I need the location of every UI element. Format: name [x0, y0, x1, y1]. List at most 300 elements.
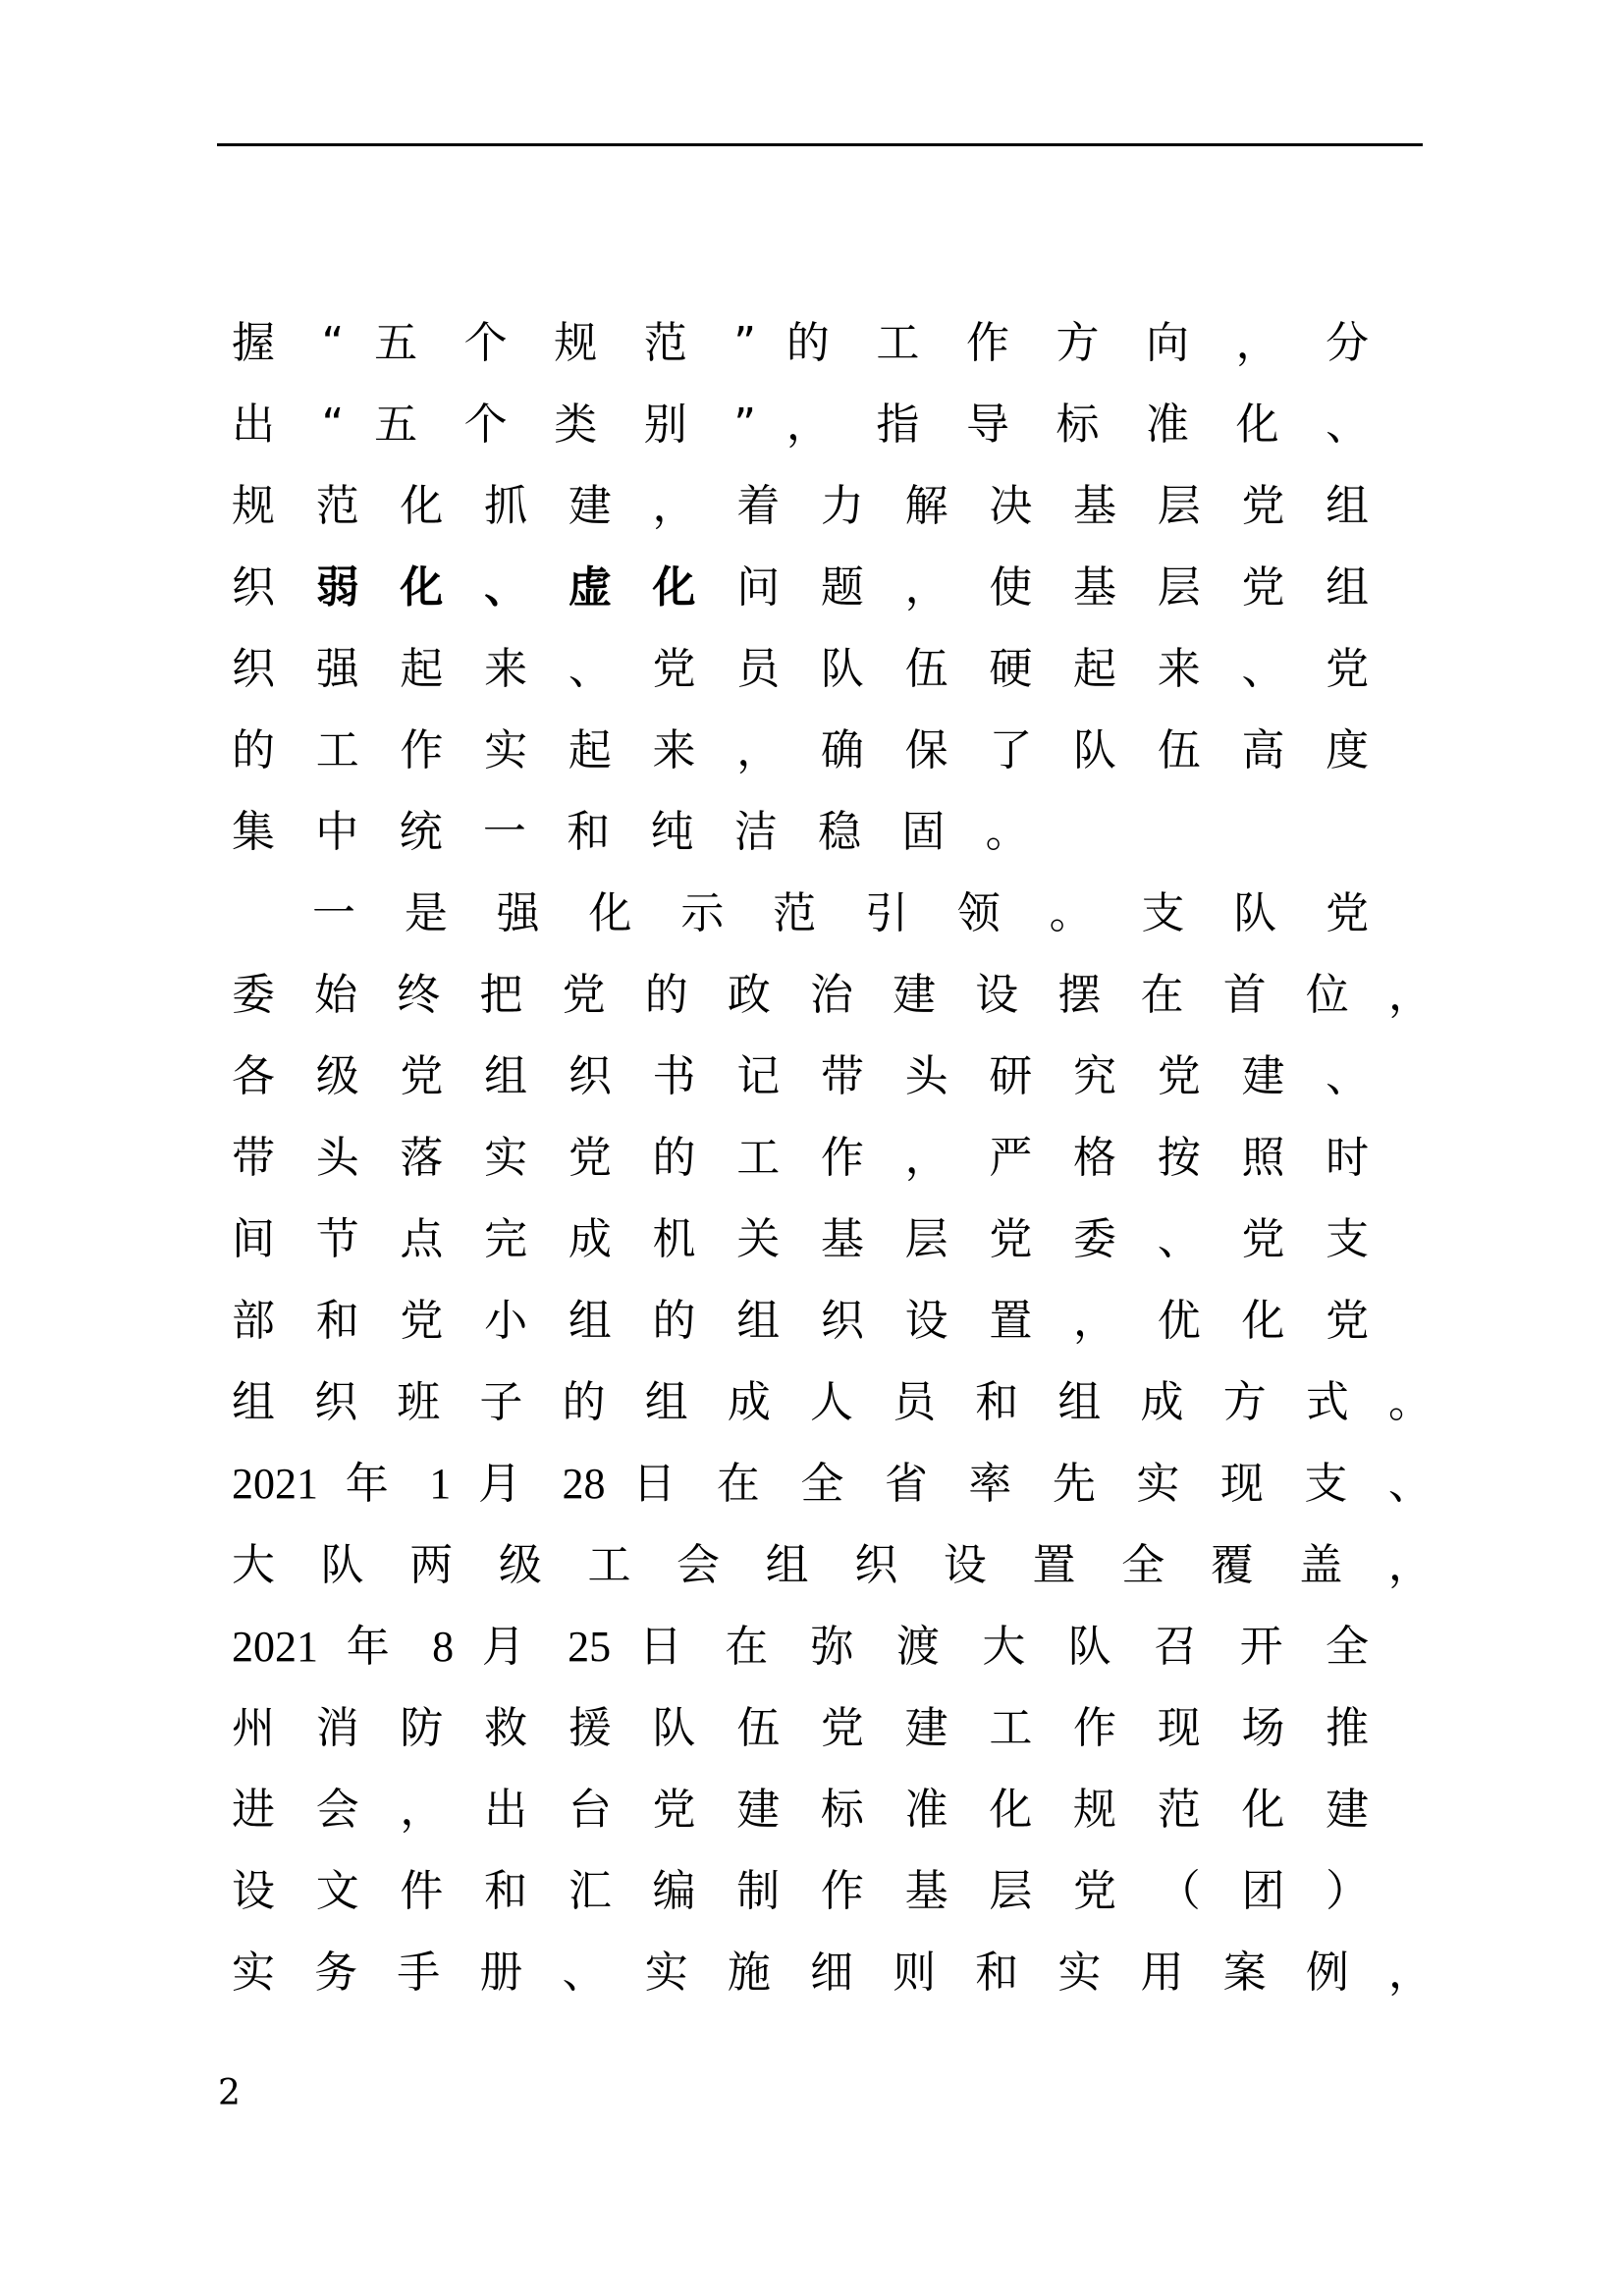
text-glyph: 全: [1121, 1540, 1181, 1590]
text-glyph: 向: [1146, 318, 1206, 368]
text-glyph: 弱: [315, 562, 373, 613]
text-glyph: 2021: [232, 1623, 318, 1671]
text-glyph: 党: [1073, 1866, 1130, 1916]
text-glyph: 中: [315, 807, 372, 857]
text-glyph: 月: [481, 1622, 540, 1672]
text-glyph: 党: [1326, 644, 1370, 694]
text-glyph: ，: [400, 1785, 458, 1835]
text-glyph: 治: [809, 970, 867, 1020]
text-glyph: 个: [463, 318, 524, 368]
text-line: [232, 398, 1369, 453]
text-glyph: 制: [736, 1866, 794, 1916]
text-glyph: 层: [904, 1214, 962, 1264]
text-glyph: 员: [893, 1377, 949, 1427]
text-glyph: 在: [725, 1622, 783, 1672]
text-glyph: 完: [484, 1214, 541, 1264]
text-glyph: 个: [463, 400, 524, 450]
text-line: [232, 968, 1432, 1023]
text-line: [232, 1131, 1369, 1186]
text-glyph: 织: [820, 1296, 878, 1346]
text-glyph: 出: [484, 1785, 541, 1835]
text-glyph: 、: [1241, 644, 1299, 694]
text-glyph: 书: [652, 1051, 710, 1101]
text-glyph: 的: [644, 970, 701, 1020]
text-glyph: 党: [1326, 1296, 1370, 1346]
text-glyph: 大: [232, 1540, 292, 1590]
text-glyph: 设: [232, 1866, 289, 1916]
text-glyph: 先: [1052, 1459, 1110, 1509]
text-glyph: ，: [1235, 318, 1296, 368]
text-glyph: ”: [733, 400, 757, 450]
text-glyph: 工: [587, 1540, 647, 1590]
text-glyph: 使: [989, 562, 1047, 613]
text-glyph: 节: [315, 1214, 373, 1264]
text-glyph: 强: [315, 644, 373, 694]
text-glyph: 的: [232, 725, 289, 775]
text-glyph: 现: [1219, 1459, 1277, 1509]
text-glyph: 起: [568, 725, 625, 775]
text-glyph: 党: [400, 1051, 458, 1101]
text-glyph: 党: [1157, 1051, 1215, 1101]
text-glyph: 州: [232, 1703, 289, 1753]
text-glyph: ，: [904, 1133, 962, 1183]
text-glyph: 、: [1326, 400, 1370, 450]
text-glyph: ”: [733, 318, 757, 368]
text-glyph: 照: [1241, 1133, 1299, 1183]
text-glyph: 党: [989, 1214, 1047, 1264]
text-glyph: 在: [1140, 970, 1197, 1020]
text-line: [232, 642, 1369, 697]
text-glyph: 建: [904, 1703, 962, 1753]
text-glyph: 队: [1067, 1622, 1126, 1672]
text-glyph: 基: [820, 1214, 878, 1264]
text-glyph: 位: [1305, 970, 1362, 1020]
page-number: 2: [218, 2073, 241, 2113]
text-glyph: 抓: [484, 481, 541, 531]
text-glyph: 人: [809, 1377, 867, 1427]
text-glyph: 层: [1157, 562, 1215, 613]
text-glyph: 日: [638, 1622, 697, 1672]
text-glyph: 员: [736, 644, 794, 694]
text-glyph: 党: [568, 1133, 625, 1183]
text-glyph: 领: [956, 888, 1018, 938]
text-glyph: 支: [1304, 1459, 1362, 1509]
text-glyph: 的: [562, 1377, 619, 1427]
text-glyph: 党: [1241, 481, 1299, 531]
text-line: [232, 1946, 1432, 2001]
text-glyph: 建: [1241, 1051, 1299, 1101]
text-glyph: 力: [820, 481, 878, 531]
text-glyph: 实: [484, 1133, 541, 1183]
text-line: [232, 1538, 1432, 1593]
text-glyph: 支: [1326, 1214, 1370, 1264]
text-glyph: 间: [232, 1214, 289, 1264]
text-glyph: ，: [1073, 1296, 1130, 1346]
text-glyph: 来: [484, 644, 541, 694]
text-glyph: 织: [314, 1377, 371, 1427]
text-glyph: 把: [479, 970, 536, 1020]
text-glyph: ，: [1387, 1948, 1432, 1998]
text-glyph: 支: [1141, 888, 1203, 938]
text-glyph: 作: [1073, 1703, 1130, 1753]
text-glyph: 带: [820, 1051, 878, 1101]
text-glyph: 固: [901, 807, 959, 857]
text-glyph: 点: [400, 1214, 458, 1264]
text-glyph: 织: [568, 1051, 625, 1101]
text-glyph: 格: [1073, 1133, 1130, 1183]
text-glyph: 成: [1140, 1377, 1197, 1427]
text-glyph: 统: [399, 807, 457, 857]
text-glyph: 式: [1305, 1377, 1362, 1427]
text-glyph: 五: [374, 400, 434, 450]
text-glyph: 盖: [1299, 1540, 1359, 1590]
text-glyph: 编: [652, 1866, 710, 1916]
text-glyph: 的: [785, 318, 846, 368]
text-glyph: 细: [809, 1948, 867, 1998]
text-glyph: 化: [588, 888, 650, 938]
text-glyph: 省: [884, 1459, 942, 1509]
text-glyph: 保: [904, 725, 962, 775]
text-glyph: 工: [876, 318, 937, 368]
text-glyph: 级: [498, 1540, 559, 1590]
text-glyph: 党: [400, 1296, 458, 1346]
text-glyph: 开: [1239, 1622, 1298, 1672]
text-glyph: 化: [1235, 400, 1296, 450]
text-line: [232, 1294, 1369, 1349]
text-glyph: 汇: [568, 1866, 625, 1916]
text-glyph: 、: [1326, 1051, 1370, 1101]
text-glyph: 手: [397, 1948, 454, 1998]
text-glyph: 全: [800, 1459, 858, 1509]
text-glyph: 施: [727, 1948, 784, 1998]
text-glyph: 基: [904, 1866, 962, 1916]
text-glyph: 全: [1325, 1622, 1369, 1672]
text-glyph: 范: [643, 318, 704, 368]
text-glyph: 化: [400, 481, 458, 531]
text-glyph: 五: [374, 318, 434, 368]
text-line: [232, 1049, 1369, 1104]
text-glyph: 伍: [736, 1703, 794, 1753]
text-glyph: 党: [562, 970, 619, 1020]
text-glyph: 范: [315, 481, 373, 531]
text-glyph: 优: [1157, 1296, 1215, 1346]
text-glyph: 伍: [904, 644, 962, 694]
text-glyph: 层: [1157, 481, 1215, 531]
text-line: [232, 1864, 1369, 1919]
text-glyph: 标: [1056, 400, 1116, 450]
text-glyph: 组: [568, 1296, 625, 1346]
text-glyph: 伍: [1157, 725, 1215, 775]
text-glyph: 25: [568, 1623, 612, 1671]
text-glyph: 防: [400, 1703, 458, 1753]
text-glyph: 集: [232, 807, 289, 857]
text-glyph: 实: [1057, 1948, 1114, 1998]
text-glyph: 化: [652, 562, 710, 613]
text-glyph: 级: [315, 1051, 373, 1101]
text-glyph: 党: [652, 1785, 710, 1835]
text-glyph: 现: [1157, 1703, 1215, 1753]
text-glyph: 党: [820, 1703, 878, 1753]
text-glyph: 分: [1326, 318, 1370, 368]
text-glyph: 规: [232, 481, 289, 531]
text-glyph: 来: [652, 725, 710, 775]
text-glyph: 着: [736, 481, 794, 531]
text-glyph: 党: [1326, 888, 1370, 938]
text-line: [232, 316, 1369, 371]
text-glyph: 的: [652, 1296, 710, 1346]
text-glyph: 起: [400, 644, 458, 694]
text-glyph: 件: [400, 1866, 458, 1916]
text-line: [232, 561, 1369, 615]
text-glyph: 问: [736, 562, 794, 613]
text-glyph: 年: [346, 1622, 405, 1672]
text-glyph: 化: [989, 1785, 1047, 1835]
text-glyph: 作: [965, 318, 1026, 368]
text-glyph: 首: [1222, 970, 1279, 1020]
text-glyph: 工: [736, 1133, 794, 1183]
text-glyph: 务: [314, 1948, 371, 1998]
text-glyph: 组: [736, 1296, 794, 1346]
text-glyph: 织: [232, 562, 289, 613]
text-glyph: 机: [652, 1214, 710, 1264]
text-glyph: 建: [893, 970, 949, 1020]
text-glyph: 成: [568, 1214, 625, 1264]
text-glyph: 起: [1073, 644, 1130, 694]
text-glyph: 子: [479, 1377, 536, 1427]
text-glyph: 文: [315, 1866, 373, 1916]
text-line: [232, 1212, 1369, 1267]
text-glyph: 工: [989, 1703, 1047, 1753]
text-glyph: 关: [736, 1214, 794, 1264]
text-glyph: 日: [632, 1459, 690, 1509]
text-glyph: 头: [904, 1051, 962, 1101]
text-glyph: 究: [1073, 1051, 1130, 1101]
text-glyph: 政: [727, 970, 784, 1020]
text-glyph: 成: [727, 1377, 784, 1427]
text-glyph: 组: [644, 1377, 701, 1427]
text-glyph: 一: [312, 888, 373, 938]
text-glyph: 、: [562, 1948, 619, 1998]
text-glyph: 用: [1140, 1948, 1197, 1998]
text-line: [232, 1701, 1369, 1756]
text-glyph: 、: [1157, 1214, 1215, 1264]
text-glyph: 的: [652, 1133, 710, 1183]
text-glyph: 按: [1157, 1133, 1215, 1183]
text-glyph: 队: [820, 644, 878, 694]
text-line: [232, 805, 1029, 860]
text-glyph: 委: [232, 970, 289, 1020]
text-glyph: 准: [904, 1785, 962, 1835]
text-line: [232, 723, 1369, 778]
text-glyph: 设: [904, 1296, 962, 1346]
text-glyph: 队: [1233, 888, 1295, 938]
text-glyph: 案: [1222, 1948, 1279, 1998]
text-glyph: 终: [397, 970, 454, 1020]
text-glyph: 基: [1073, 562, 1130, 613]
text-glyph: 置: [989, 1296, 1047, 1346]
text-glyph: 引: [864, 888, 926, 938]
text-glyph: 作: [820, 1866, 878, 1916]
text-glyph: ，: [1387, 970, 1432, 1020]
text-glyph: 别: [643, 400, 704, 450]
text-glyph: 、: [568, 644, 625, 694]
text-glyph: 来: [1157, 644, 1215, 694]
text-glyph: 队: [652, 1703, 710, 1753]
text-glyph: 在: [716, 1459, 774, 1509]
text-glyph: 设: [975, 970, 1032, 1020]
text-glyph: 化: [400, 562, 458, 613]
text-glyph: 建: [1326, 1785, 1370, 1835]
text-glyph: 组: [484, 1051, 541, 1101]
text-glyph: 大: [982, 1622, 1041, 1672]
text-glyph: 覆: [1210, 1540, 1271, 1590]
text-glyph: 、: [484, 562, 541, 613]
text-glyph: 进: [232, 1785, 289, 1835]
text-glyph: 强: [496, 888, 558, 938]
text-glyph: 实: [1136, 1459, 1194, 1509]
text-glyph: 渡: [896, 1622, 954, 1672]
text-glyph: 弥: [810, 1622, 869, 1672]
text-glyph: 范: [1157, 1785, 1215, 1835]
text-glyph: 团: [1241, 1866, 1299, 1916]
text-glyph: 时: [1326, 1133, 1370, 1183]
text-glyph: 组: [232, 1377, 289, 1427]
text-glyph: 台: [568, 1785, 625, 1835]
text-glyph: 会: [315, 1785, 373, 1835]
text-glyph: 化: [1241, 1296, 1299, 1346]
text-glyph: ，: [904, 562, 962, 613]
text-glyph: 2021: [232, 1460, 318, 1508]
text-glyph: 则: [893, 1948, 949, 1998]
text-glyph: 消: [315, 1703, 373, 1753]
text-line: [232, 1783, 1369, 1838]
text-glyph: 决: [989, 481, 1047, 531]
text-glyph: 小: [484, 1296, 541, 1346]
text-glyph: ，: [785, 400, 846, 450]
text-glyph: 基: [1073, 481, 1130, 531]
text-glyph: 层: [989, 1866, 1047, 1916]
text-glyph: 召: [1154, 1622, 1212, 1672]
text-glyph: 了: [989, 725, 1047, 775]
text-glyph: 。: [1049, 888, 1110, 938]
text-glyph: 作: [820, 1133, 878, 1183]
text-glyph: 班: [397, 1377, 454, 1427]
text-glyph: 8: [432, 1623, 455, 1671]
text-glyph: 规: [1073, 1785, 1130, 1835]
text-glyph: 例: [1305, 1948, 1362, 1998]
text-glyph: 两: [409, 1540, 469, 1590]
text-glyph: 部: [232, 1296, 289, 1346]
text-glyph: 委: [1073, 1214, 1130, 1264]
text-glyph: 建: [568, 481, 625, 531]
text-glyph: 度: [1326, 725, 1370, 775]
text-glyph: 落: [400, 1133, 458, 1183]
text-glyph: “: [321, 318, 345, 368]
text-glyph: ，: [652, 481, 710, 531]
text-glyph: 稳: [818, 807, 875, 857]
text-glyph: 类: [554, 400, 614, 450]
text-glyph: 实: [484, 725, 541, 775]
text-glyph: 高: [1241, 725, 1299, 775]
text-glyph: 实: [644, 1948, 701, 1998]
header-rule: [217, 143, 1423, 146]
text-glyph: 解: [904, 481, 962, 531]
text-line: [232, 1620, 1369, 1675]
text-glyph: 工: [315, 725, 373, 775]
text-line: [232, 1375, 1432, 1430]
text-glyph: 导: [965, 400, 1026, 450]
text-glyph: 。: [1387, 1377, 1432, 1427]
text-glyph: 月: [478, 1459, 535, 1509]
text-glyph: 确: [820, 725, 878, 775]
text-glyph: 救: [484, 1703, 541, 1753]
text-glyph: “: [321, 400, 345, 450]
text-glyph: 硬: [989, 644, 1047, 694]
text-glyph: 标: [820, 1785, 878, 1835]
text-glyph: 始: [314, 970, 371, 1020]
text-glyph: 援: [568, 1703, 625, 1753]
text-glyph: 册: [479, 1948, 536, 1998]
text-glyph: 严: [989, 1133, 1047, 1183]
text-glyph: 党: [1241, 1214, 1299, 1264]
text-glyph: 和: [315, 1296, 373, 1346]
text-line: [232, 479, 1369, 534]
text-glyph: 和: [567, 807, 623, 857]
text-glyph: 。: [985, 807, 1029, 857]
text-glyph: 党: [652, 644, 710, 694]
text-glyph: 和: [484, 1866, 541, 1916]
text-glyph: 方: [1056, 318, 1116, 368]
text-glyph: 1: [429, 1460, 452, 1508]
text-glyph: 示: [680, 888, 742, 938]
text-glyph: 党: [1241, 562, 1299, 613]
text-glyph: 设: [943, 1540, 1003, 1590]
text-glyph: 摆: [1057, 970, 1114, 1020]
text-glyph: 研: [989, 1051, 1047, 1101]
text-glyph: 一: [482, 807, 540, 857]
text-glyph: 会: [677, 1540, 736, 1590]
text-glyph: 实: [232, 1948, 289, 1998]
text-glyph: 范: [773, 888, 835, 938]
text-glyph: 组: [765, 1540, 825, 1590]
text-glyph: 织: [232, 644, 289, 694]
text-glyph: 纯: [650, 807, 708, 857]
text-glyph: 洁: [733, 807, 791, 857]
text-glyph: 场: [1241, 1703, 1299, 1753]
text-glyph: 规: [554, 318, 614, 368]
text-line: [312, 886, 1369, 941]
text-glyph: 虚: [568, 562, 625, 613]
text-glyph: 28: [562, 1460, 606, 1508]
text-glyph: （: [1157, 1866, 1215, 1916]
text-glyph: 队: [320, 1540, 380, 1590]
text-glyph: 置: [1032, 1540, 1092, 1590]
text-glyph: 年: [345, 1459, 403, 1509]
text-glyph: 织: [854, 1540, 914, 1590]
text-glyph: ，: [1387, 1540, 1432, 1590]
text-glyph: 组: [1057, 1377, 1114, 1427]
text-glyph: 题: [820, 562, 878, 613]
text-glyph: 准: [1146, 400, 1206, 450]
text-glyph: 是: [404, 888, 465, 938]
text-glyph: 带: [232, 1133, 289, 1183]
text-glyph: ）: [1326, 1866, 1370, 1916]
text-glyph: 组: [1326, 481, 1370, 531]
text-glyph: 建: [736, 1785, 794, 1835]
text-glyph: 各: [232, 1051, 289, 1101]
text-glyph: 作: [400, 725, 458, 775]
text-glyph: 率: [968, 1459, 1026, 1509]
